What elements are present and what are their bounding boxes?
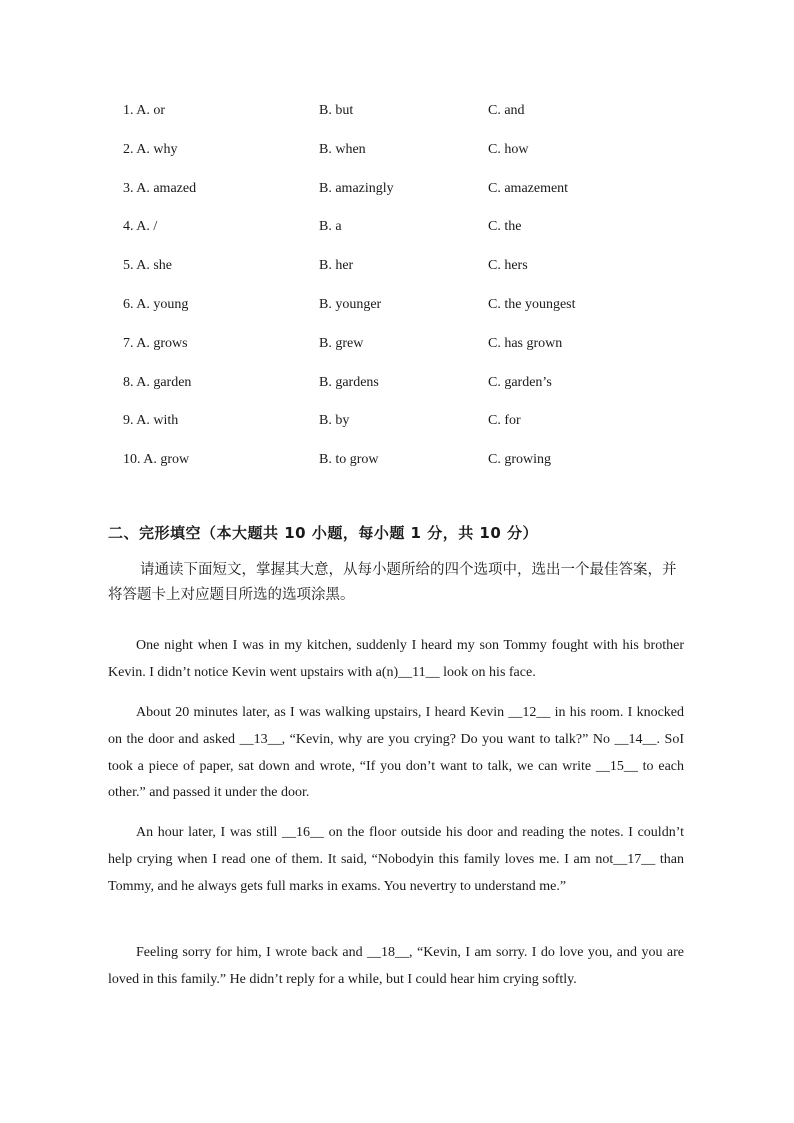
option-b: B. by xyxy=(319,413,350,429)
option-a: 5. A. she xyxy=(123,258,172,274)
option-c: C. the youngest xyxy=(488,296,576,312)
option-a: 2. A. why xyxy=(123,141,178,157)
option-b: B. when xyxy=(319,141,366,157)
option-c: C. for xyxy=(488,413,521,429)
option-a: 6. A. young xyxy=(123,296,189,312)
option-a: 7. A. grows xyxy=(123,335,188,351)
option-c: C. and xyxy=(488,103,525,118)
option-row xyxy=(0,217,794,256)
option-row xyxy=(0,179,794,218)
option-row xyxy=(0,334,794,373)
option-c: C. the xyxy=(488,219,522,235)
option-row xyxy=(0,373,794,412)
option-c: C. growing xyxy=(488,452,551,468)
option-a: 1. A. or xyxy=(123,103,165,118)
option-b: B. her xyxy=(319,258,354,274)
option-a: 3. A. amazed xyxy=(123,180,197,196)
answer-options-list xyxy=(0,101,794,489)
option-b: B. younger xyxy=(319,296,382,312)
option-c: C. garden’s xyxy=(488,374,552,390)
option-c: C. has grown xyxy=(488,335,563,351)
option-row xyxy=(0,140,794,179)
passage-paragraph: About 20 minutes later, as I was walking upstairs, I heard Kevin __12__ in his room. I knocked on the door and asked __13__, “Kevin, why are you crying? Do you want to talk?” No __14__. SoI took a piece of paper, sat down and wrote, “If you don’t want to talk, we can write __15__ to each other.” and passed it under the door. xyxy=(108,705,684,801)
option-b: B. amazingly xyxy=(319,180,394,196)
section-instruction: 请通读下面短文，掌握其大意，从每小题所给的四个选项中，选出一个最佳答案，并将答题卡上对应题目所选的选项涂黑。 xyxy=(108,562,677,603)
option-b: B. a xyxy=(319,219,342,235)
option-a: 9. A. with xyxy=(123,413,179,429)
passage-paragraph: Feeling sorry for him, I wrote back and __18__, “Kevin, I am sorry. I do love you, and you are loved in this family.” He didn’t reply for a while, but I could hear him crying softly. xyxy=(108,945,684,987)
option-row xyxy=(0,450,794,489)
option-b: B. to grow xyxy=(319,452,379,468)
option-b: B. but xyxy=(319,103,354,118)
option-c: C. hers xyxy=(488,258,528,274)
option-c: C. amazement xyxy=(488,180,569,196)
option-c: C. how xyxy=(488,141,529,157)
passage-paragraph: One night when I was in my kitchen, suddenly I heard my son Tommy fought with his brother Kevin. I didn’t notice Kevin went upstairs with a(n)__11__ look on his face. xyxy=(108,638,684,680)
option-row xyxy=(0,411,794,450)
option-b: B. grew xyxy=(319,335,364,351)
passage-paragraph: An hour later, I was still __16__ on the floor outside his door and reading the notes. I couldn’t help crying when I read one of them. It said, “Nobodyin this family loves me. I am not__17__ than Tommy, and he always gets full marks in exams. You nevertry to understand me.” xyxy=(108,825,684,894)
section-title: 二、完形填空（本大题共 10 小题，每小题 1 分，共 10 分） xyxy=(108,524,539,542)
option-a: 4. A. / xyxy=(123,219,158,235)
option-row xyxy=(0,101,794,140)
option-b: B. gardens xyxy=(319,374,379,390)
option-row xyxy=(0,295,794,334)
option-row xyxy=(0,256,794,295)
option-a: 10. A. grow xyxy=(123,452,190,468)
option-a: 8. A. garden xyxy=(123,374,192,390)
